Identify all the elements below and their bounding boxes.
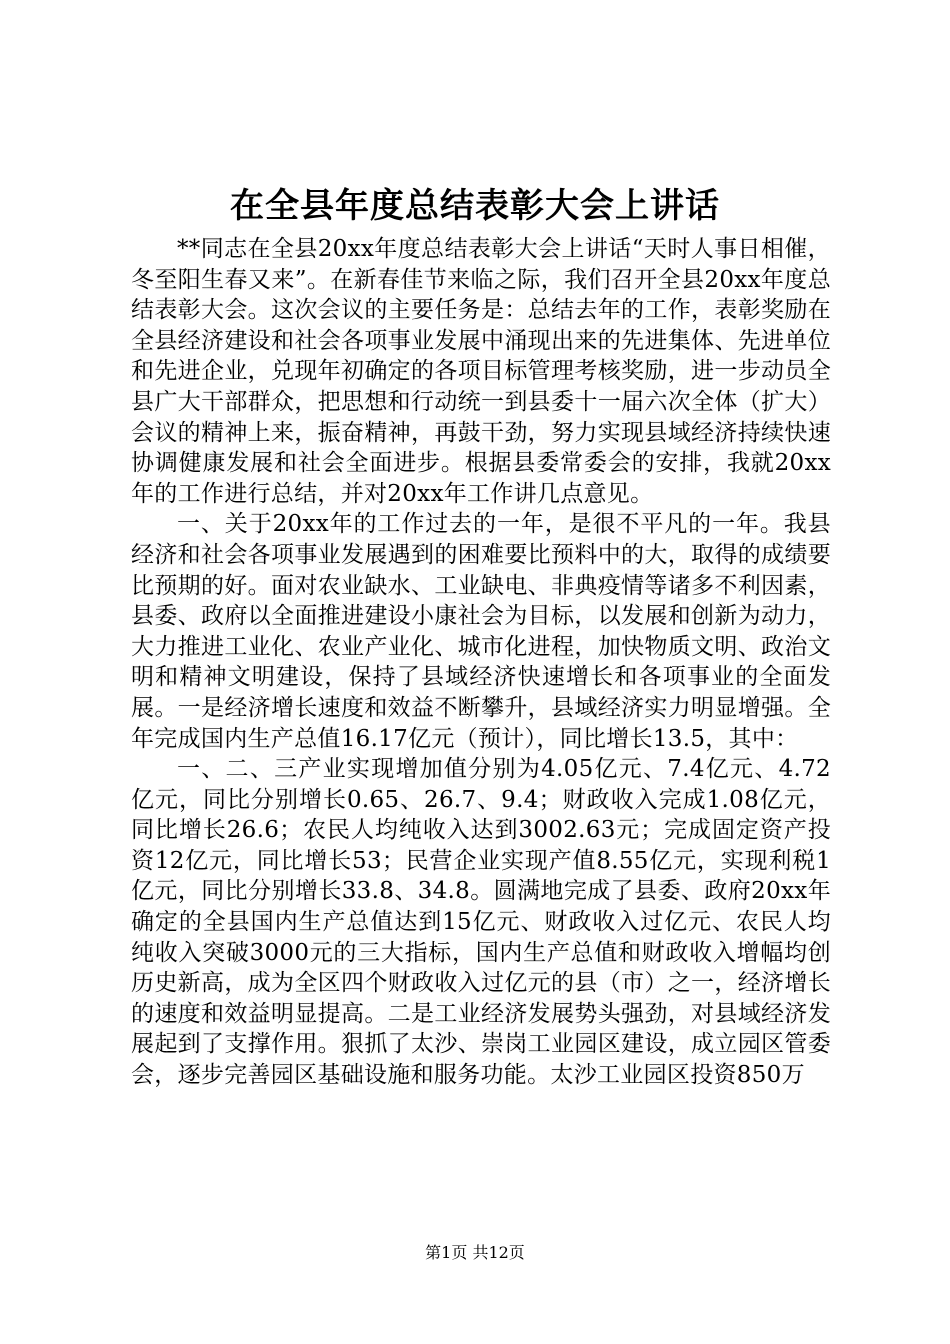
paragraph-section-one: 一、关于20xx年的工作过去的一年，是很不平凡的一年。我县经济和社会各项事业发展遇到的困难要比预料中的大，取得的成绩要比预期的好。面对农业缺水、工业缺电、非典疫情等诸多不利因素，县委、政府以全面推进建设小康社会为目标，以发展和创新为动力，大力推进工业化、农业产业化、城市化进程，加快物质文明、政治文明和精神文明建设，保持了县域经济快速增长和各项事业的全面发展。一是经济增长速度和效益不断攀升，县域经济实力明显增强。全年完成国内生产总值16.17亿元（预计），同比增长13.5，其中： xyxy=(131,511,831,752)
page-title: 在全县年度总结表彰大会上讲话 xyxy=(230,186,720,226)
page-number: 第1页 共12页 xyxy=(425,1243,525,1262)
paragraph-intro: **同志在全县20xx年度总结表彰大会上讲话“天时人事日相催，冬至阳生春又来”。在新春佳节来临之际，我们召开全县20xx年度总结表彰大会。这次会议的主要任务是：总结去年的工作，表彰奖励在全县经济建设和社会各项事业发展中涌现出来的先进集体、先进单位和先进企业，兑现年初确定的各项目标管理考核奖励，进一步动员全县广大干部群众，把思想和行动统一到县委十一届六次全体（扩大）会议的精神上来，振奋精神，再鼓干劲，努力实现县域经济持续快速协调健康发展和社会全面进步。根据县委常委会的安排，我就20xx年的工作进行总结，并对20xx年工作讲几点意见。 xyxy=(131,236,831,507)
paragraph-statistics: 一、二、三产业实现增加值分别为4.05亿元、7.4亿元、4.72亿元，同比分别增长0.65、26.7、9.4；财政收入完成1.08亿元，同比增长26.6；农民人均纯收入达到3002.63元；完成固定资产投资12亿元，同比增长53；民营企业实现产值8.55亿元，实现利税1亿元，同比分别增长33.8、34.8。圆满地完成了县委、政府20xx年确定的全县国内生产总值达到15亿元、财政收入过亿元、农民人均纯收入突破3000元的三大指标，国内生产总值和财政收入增幅均创历史新高，成为全区四个财政收入过亿元的县（市）之一，经济增长的速度和效益明显提高。二是工业经济发展势头强劲，对县域经济发展起到了支撑作用。狠抓了太沙、崇岗工业园区建设，成立园区管委会，逐步完善园区基础设施和服务功能。太沙工业园区投资850万 xyxy=(131,756,831,1089)
document-body xyxy=(131,234,831,1091)
